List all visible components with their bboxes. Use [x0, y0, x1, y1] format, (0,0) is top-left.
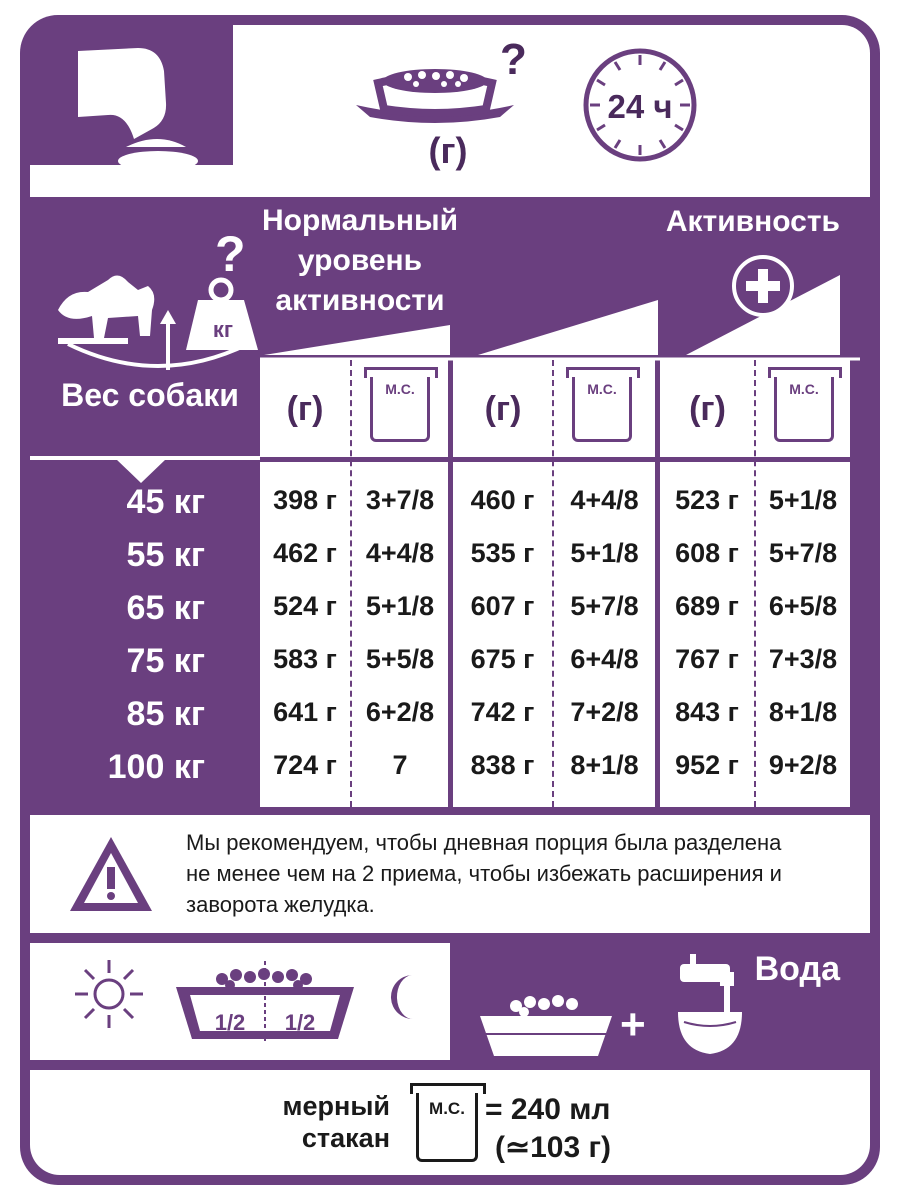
food-bowl-icon	[350, 53, 520, 128]
measure-label-line-1: мерный	[282, 1091, 390, 1121]
table-cell: 952 г	[675, 750, 739, 780]
measure-cup-icon-normal	[364, 367, 436, 443]
measure-volume: = 240 мл	[485, 1093, 611, 1126]
measure-grams: (≃103 г)	[495, 1131, 612, 1164]
plus-circle-icon	[730, 253, 796, 319]
table-cell: 524 г	[273, 591, 337, 621]
table-cell: 5+7/8	[768, 538, 838, 568]
table-cell: 7	[392, 750, 408, 780]
dog-eating-icon	[68, 43, 208, 173]
high-activity-label: Активность	[665, 205, 840, 238]
warning-line-3: заворота желудка.	[186, 892, 375, 917]
table-cell: 767 г	[675, 644, 739, 674]
table-cell: 4+4/8	[570, 485, 639, 515]
table-cell: 5+5/8	[365, 644, 435, 674]
table-cell: 641 г	[273, 697, 337, 727]
table-cell: 724 г	[273, 750, 337, 780]
table-cell: 7+3/8	[768, 644, 838, 674]
table-cell: 5+1/8	[768, 485, 838, 515]
table-cell: 9+2/8	[768, 750, 838, 780]
warning-text	[186, 827, 866, 920]
table-cell: 843 г	[675, 697, 739, 727]
table-cell: 462 г	[273, 538, 337, 568]
measure-cup-icon-medium	[566, 367, 638, 443]
table-cell: 460 г	[470, 485, 535, 515]
moon-icon	[384, 973, 424, 1021]
dog-weight-value: 75 кг	[126, 642, 205, 680]
warning-line-1: Мы рекомендуем, чтобы дневная порция была разделена	[186, 830, 782, 855]
table-cell: 5+1/8	[570, 538, 639, 568]
column-divider	[754, 360, 756, 807]
dog-weight-label: Вес собаки	[61, 377, 239, 413]
sun-icon	[72, 957, 146, 1031]
dog-weight-value: 65 кг	[126, 589, 205, 627]
table-cell: 607 г	[470, 591, 535, 621]
water-label: Вода	[754, 950, 840, 988]
table-cell: 6+4/8	[570, 644, 639, 674]
warning-line-2: не менее чем на 2 приема, чтобы избежать расширения и	[186, 861, 782, 886]
bowl-question-mark: ?	[500, 35, 527, 84]
table-cell: 742 г	[470, 697, 535, 727]
table-cell: 583 г	[273, 644, 337, 674]
water-tap-icon	[670, 950, 750, 1060]
feeding-guide-card	[20, 15, 880, 1185]
dog-weight-value: 45 кг	[126, 483, 205, 521]
cup-label: М.С.	[587, 381, 617, 397]
normal-activity-line-1: Нормальный	[261, 204, 459, 237]
bowl-grams-label: (г)	[428, 130, 468, 171]
dog-weight-value: 85 кг	[126, 695, 205, 733]
measure-cup-icon	[410, 1083, 484, 1165]
table-cell: 5+7/8	[570, 591, 639, 621]
column-divider	[350, 360, 352, 807]
table-cell: 838 г	[470, 750, 535, 780]
half-portion-left: 1/2	[214, 1010, 246, 1035]
measure-cup-label	[260, 1090, 390, 1154]
cup-label: М.С.	[789, 381, 819, 397]
warning-triangle-icon	[66, 833, 156, 915]
table-cell: 8+1/8	[768, 697, 838, 727]
table-cell: 7+2/8	[570, 697, 639, 727]
table-cell: 689 г	[675, 591, 739, 621]
cup-label: М.С.	[385, 381, 415, 397]
clock-label: 24 ч	[607, 88, 673, 125]
dog-weight-value: 100 кг	[107, 748, 205, 786]
food-bowl-white-icon	[476, 990, 616, 1060]
normal-activity-line-3: активности	[275, 284, 445, 317]
half-portion-right: 1/2	[284, 1010, 316, 1035]
measure-label-line-2: стакан	[301, 1123, 390, 1153]
table-cell: 535 г	[470, 538, 535, 568]
table-cell: 523 г	[675, 485, 739, 515]
table-cell: 5+1/8	[365, 591, 435, 621]
table-cell: 6+2/8	[365, 697, 435, 727]
grams-unit-normal: (г)	[286, 390, 324, 428]
table-cell: 608 г	[675, 538, 739, 568]
down-arrow-icon	[116, 459, 166, 485]
column-divider	[552, 360, 554, 807]
kg-badge: кг	[212, 317, 234, 342]
weight-question-mark: ?	[215, 226, 246, 282]
header-panel	[233, 25, 870, 190]
table-cell: 8+1/8	[570, 750, 639, 780]
grams-unit-medium: (г)	[484, 390, 522, 428]
cup-label: М.С.	[429, 1099, 465, 1118]
table-cell: 675 г	[470, 644, 535, 674]
normal-activity-line-2: уровень	[297, 244, 423, 277]
measure-cup-icon-high	[768, 367, 840, 443]
table-cell: 4+4/8	[365, 538, 435, 568]
plus-sign: +	[620, 1000, 646, 1049]
table-cell: 6+5/8	[768, 591, 838, 621]
table-cell: 398 г	[273, 485, 337, 515]
grams-unit-high: (г)	[689, 390, 726, 428]
split-bowl-icon	[170, 961, 360, 1043]
dog-weight-value: 55 кг	[126, 536, 205, 574]
table-cell: 3+7/8	[365, 485, 435, 515]
